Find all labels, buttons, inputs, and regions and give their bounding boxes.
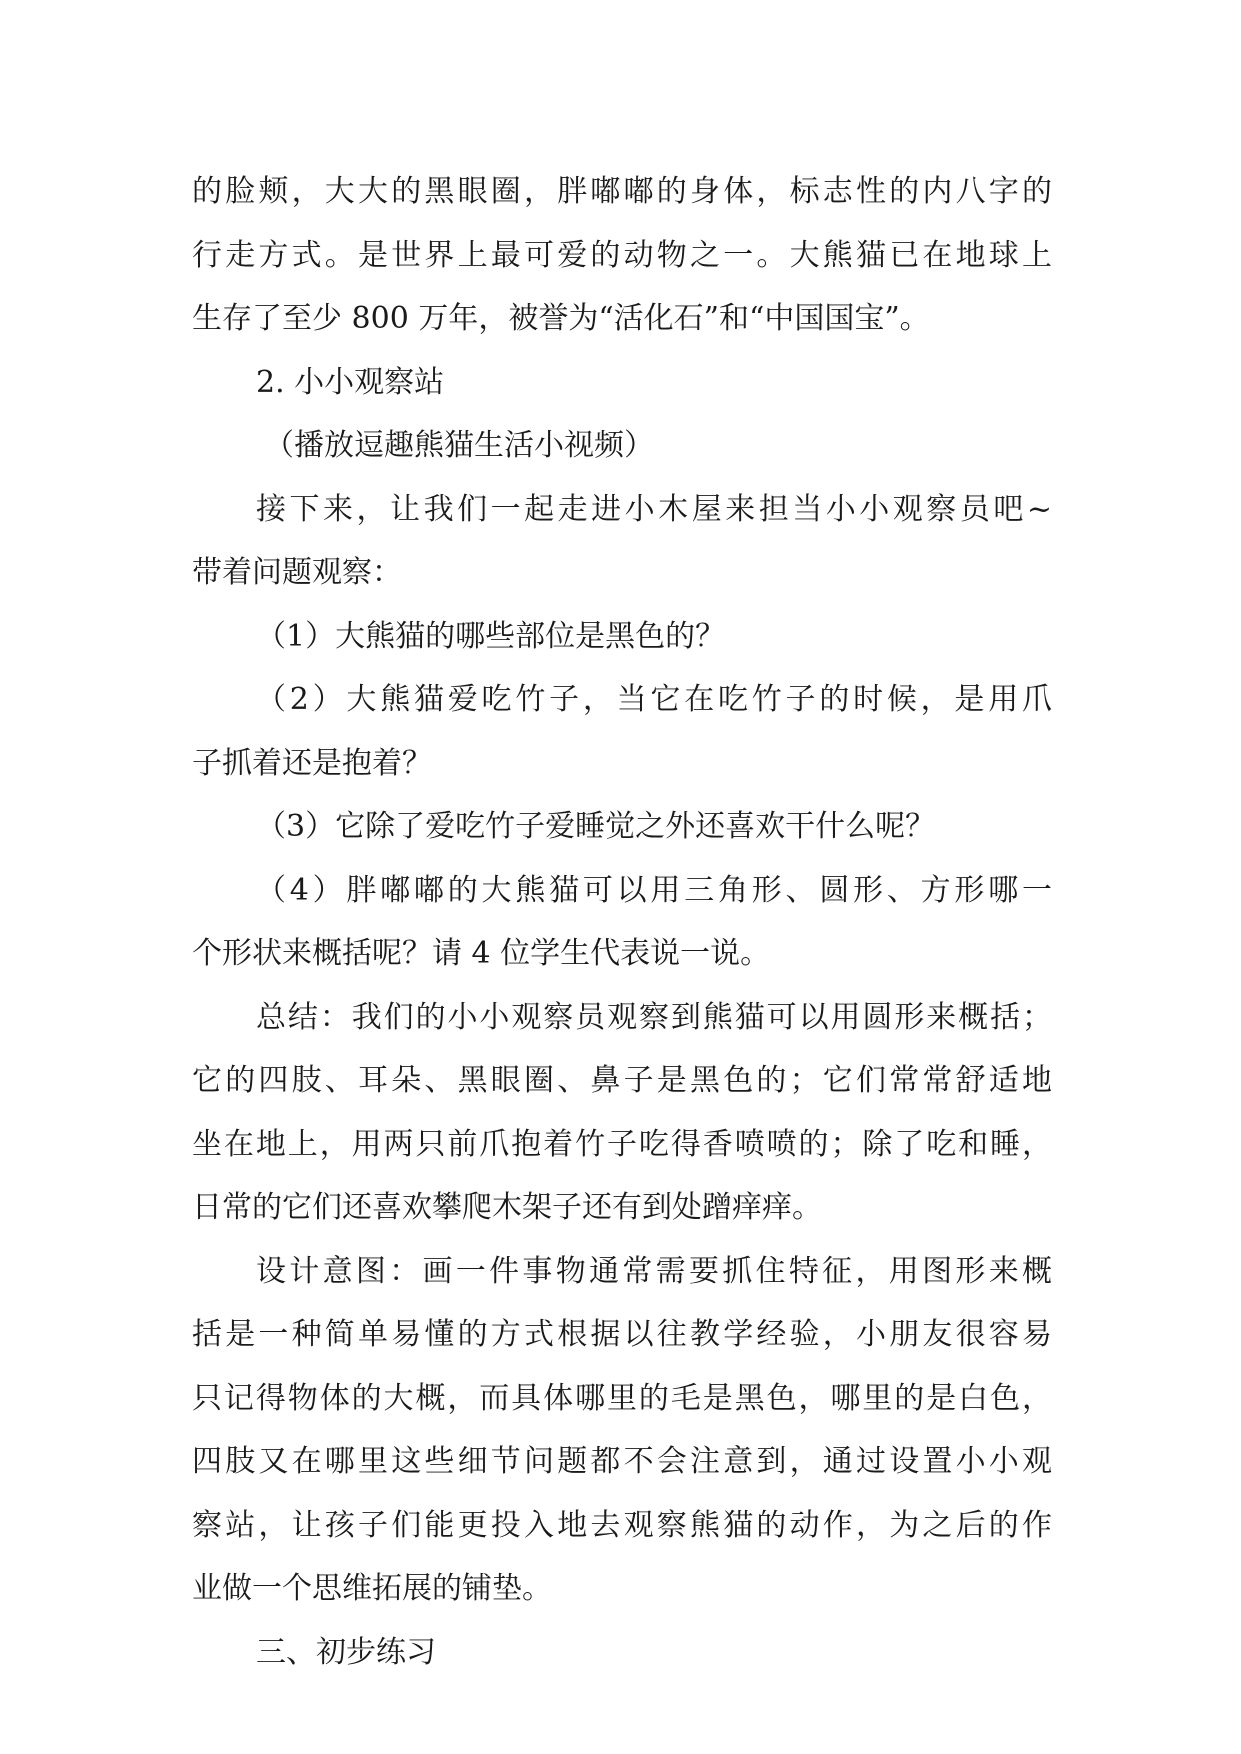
paragraph-line: 日常的它们还喜欢攀爬木架子还有到处蹭痒痒。 (192, 1190, 822, 1225)
question-item: （4）胖嘟嘟的大熊猫可以用三角形、圆形、方形哪一 (256, 872, 1052, 908)
question-item: （3）它除了爱吃竹子爱睡觉之外还喜欢干什么呢？ (256, 809, 936, 844)
paragraph-line: 行走方式。是世界上最可爱的动物之一。大熊猫已在地球上 (192, 237, 1052, 273)
paragraph-line: 坐在地上，用两只前爪抱着竹子吃得香喷喷的；除了吃和睡， (192, 1126, 1052, 1162)
paragraph-line: （播放逗趣熊猫生活小视频） (264, 428, 654, 463)
paragraph-line: 只记得物体的大概，而具体哪里的毛是黑色，哪里的是白色， (192, 1380, 1052, 1416)
summary-paragraph: 总结：我们的小小观察员观察到熊猫可以用圆形来概括； (256, 999, 1052, 1035)
paragraph-line: 察站，让孩子们能更投入地去观察熊猫的动作，为之后的作 (192, 1507, 1052, 1543)
paragraph-line: 业做一个思维拓展的铺垫。 (192, 1571, 552, 1606)
paragraph-line: 子抓着还是抱着？ (192, 745, 432, 781)
design-intent-paragraph: 设计意图：画一件事物通常需要抓住特征，用图形来概 (256, 1253, 1052, 1289)
paragraph-line: 带着问题观察： (192, 555, 402, 590)
section-heading: 三、初步练习 (256, 1634, 436, 1670)
document-body (192, 160, 1052, 1684)
question-item: （1）大熊猫的哪些部位是黑色的？ (256, 618, 726, 654)
paragraph-line: 生存了至少 800 万年，被誉为“活化石”和“中国国宝”。 (192, 301, 930, 336)
paragraph-line: 的脸颊，大大的黑眼圈，胖嘟嘟的身体，标志性的内八字的 (192, 174, 1052, 209)
paragraph-line: 接下来，让我们一起走进小木屋来担当小小观察员吧~ (256, 491, 1052, 527)
question-item: （2）大熊猫爱吃竹子，当它在吃竹子的时候，是用爪 (256, 682, 1052, 717)
section-heading: 2. 小小观察站 (256, 364, 445, 400)
paragraph-line: 个形状来概括呢？请 4 位学生代表说一说。 (192, 936, 771, 971)
paragraph-line: 它的四肢、耳朵、黑眼圈、鼻子是黑色的；它们常常舒适地 (192, 1063, 1052, 1098)
paragraph-line: 括是一种简单易懂的方式根据以往教学经验，小朋友很容易 (192, 1317, 1052, 1352)
paragraph-line: 四肢又在哪里这些细节问题都不会注意到，通过设置小小观 (192, 1444, 1052, 1479)
